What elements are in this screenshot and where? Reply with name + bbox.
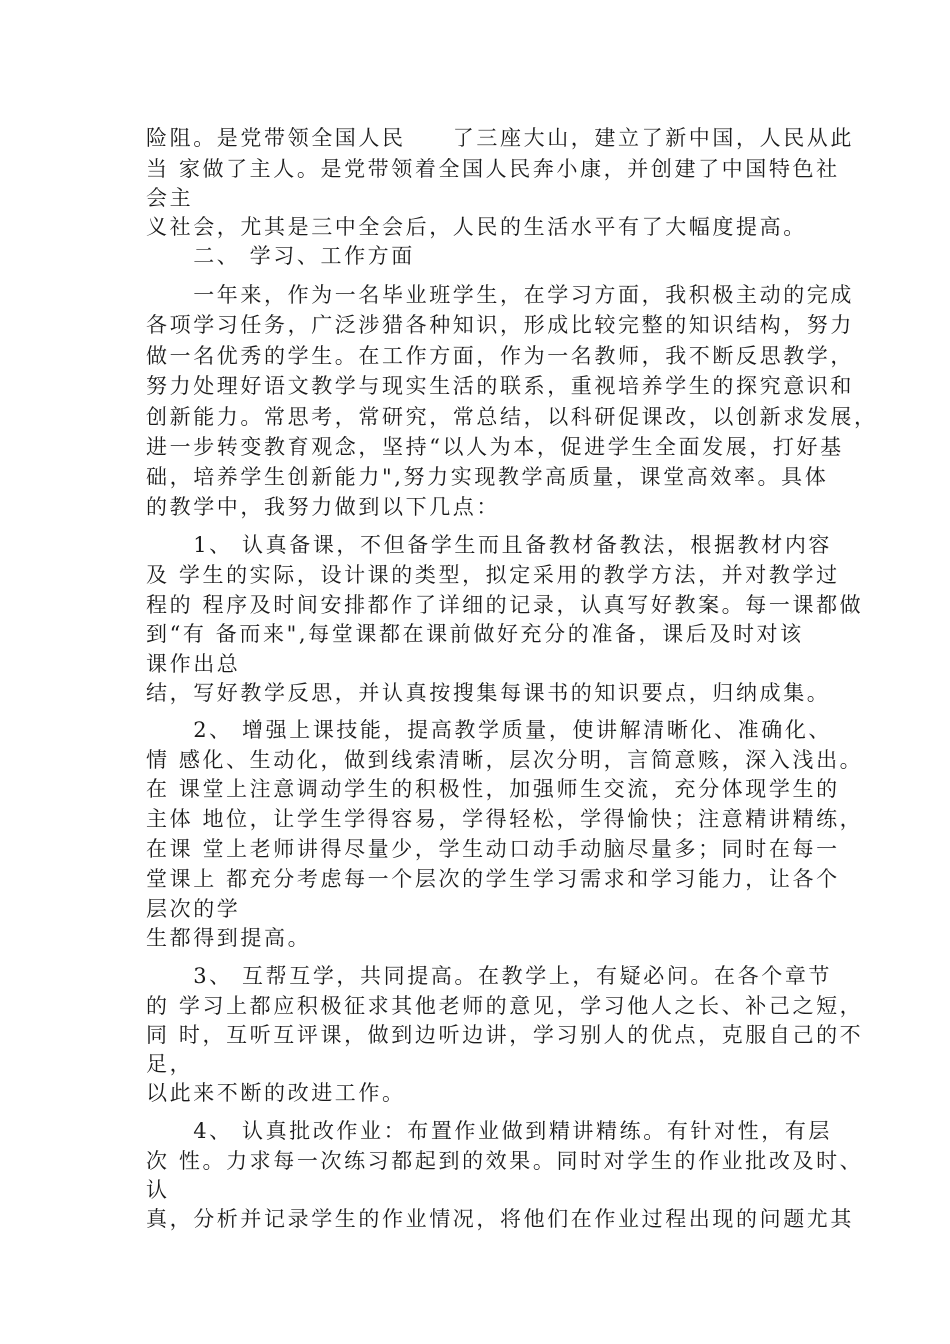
text-line: 结，写好教学反思，并认真按搜集每课书的知识要点，归纳成集。 bbox=[146, 681, 831, 705]
text-line: 4、 认真批改作业：布置作业做到精讲精练。有针对性，有层 bbox=[146, 1119, 833, 1143]
text-line: 在课 堂上老师讲得尽量少，学生动口动手动脑尽量多；同时在每一 bbox=[146, 837, 840, 861]
text-line: 及 学生的实际，设计课的类型，拟定采用的教学方法，并对教学过 bbox=[146, 563, 840, 587]
text-line: 做一名优秀的学生。在工作方面，作为一名教师，我不断反思教学， bbox=[146, 344, 854, 368]
text-line: 险阻。是党带领全国人民 了三座大山，建立了新中国，人民从此 bbox=[146, 126, 854, 150]
text-line: 创新能力。常思考，常研究，常总结，以科研促课改，以创新求发展， bbox=[146, 405, 878, 429]
text-line: 同 时，互听互评课，做到边听边讲，学习别人的优点，克服自己的不 bbox=[146, 1023, 864, 1047]
text-line: 次 性。力求每一次练习都起到的效果。同时对学生的作业批改及时、 bbox=[146, 1149, 864, 1173]
text-line: 2、 增强上课技能，提高教学质量，使讲解清晰化、准确化、 bbox=[146, 718, 833, 742]
text-line: 1、 认真备课，不但备学生而且备教材备教法，根据教材内容 bbox=[146, 533, 833, 557]
text-line: 真，分析并记录学生的作业情况，将他们在作业过程出现的问题尤其 bbox=[146, 1207, 854, 1231]
text-line: 程的 程序及时间安排都作了详细的记录，认真写好教案。每一课都做 bbox=[146, 593, 864, 617]
text-line: 层次的学 bbox=[146, 897, 241, 921]
text-line: 生都得到提高。 bbox=[146, 926, 312, 950]
text-line: 到“有 备而来",每堂课都在课前做好充分的准备，课后及时对该 bbox=[146, 622, 804, 646]
text-line: 会主 bbox=[146, 186, 194, 210]
text-line: 当 家做了主人。是党带领着全国人民奔小康，并创建了中国特色社 bbox=[146, 157, 840, 181]
text-line: 主体 地位，让学生学得容易，学得轻松，学得愉快；注意精讲精练， bbox=[146, 807, 864, 831]
text-line: 的教学中，我努力做到以下几点： bbox=[146, 495, 500, 519]
text-line: 足， bbox=[146, 1052, 194, 1076]
text-line: 础，培养学生创新能力",努力实现教学高质量，课堂高效率。具体 bbox=[146, 465, 829, 489]
text-line: 进一步转变教育观念，坚持“以人为本，促进学生全面发展，打好基 bbox=[146, 435, 844, 459]
text-line: 各项学习任务，广泛涉猎各种知识，形成比较完整的知识结构，努力 bbox=[146, 313, 854, 337]
text-line: 认 bbox=[146, 1178, 170, 1202]
text-line: 课作出总 bbox=[146, 652, 241, 676]
text-line: 情 感化、生动化，做到线索清晰，层次分明，言简意赅，深入浅出。 bbox=[146, 748, 864, 772]
text-line: 堂课上 都充分考虑每一个层次的学生学习需求和学习能力，让各个 bbox=[146, 867, 840, 891]
text-line: 努力处理好语文教学与现实生活的联系，重视培养学生的探究意识和 bbox=[146, 374, 854, 398]
text-line: 以此来不断的改进工作。 bbox=[146, 1081, 406, 1105]
text-line: 在 课堂上注意调动学生的积极性，加强师生交流，充分体现学生的 bbox=[146, 777, 840, 801]
section-heading: 二、 学习、工作方面 bbox=[146, 244, 415, 268]
text-line: 义社会，尤其是三中全会后，人民的生活水平有了大幅度提高。 bbox=[146, 215, 807, 239]
text-line: 一年来，作为一名毕业班学生，在学习方面，我积极主动的完成 bbox=[146, 283, 854, 307]
text-line: 的 学习上都应积极征求其他老师的意见，学习他人之长、补己之短， bbox=[146, 994, 864, 1018]
text-line: 3、 互帮互学，共同提高。在教学上，有疑必问。在各个章节 bbox=[146, 964, 833, 988]
